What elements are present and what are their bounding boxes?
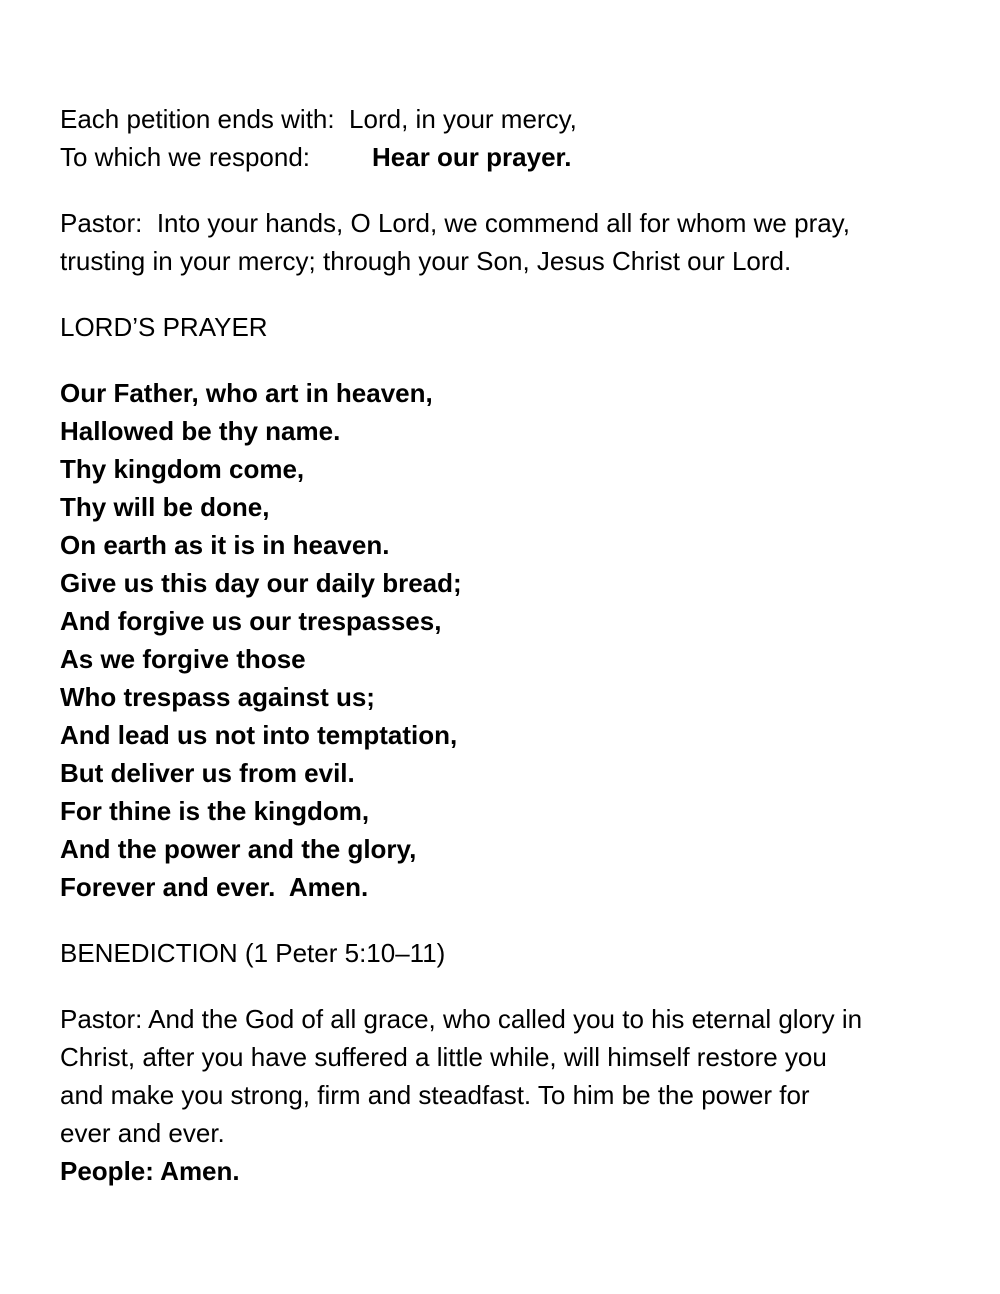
lords-prayer-line: Forever and ever. Amen. (60, 872, 369, 902)
benediction-line: Pastor: And the God of all grace, who called you to his eternal glory in (60, 1004, 863, 1034)
benediction-line: and make you strong, firm and steadfast. To him be the power for (60, 1080, 810, 1110)
lords-prayer-line: As we forgive those (60, 644, 306, 674)
lords-prayer-line: Thy kingdom come, (60, 454, 305, 484)
lords-prayer-line: Give us this day our daily bread; (60, 568, 462, 598)
pastor-prayer-line-1: Pastor: Into your hands, O Lord, we commend all for whom we pray, (60, 208, 850, 238)
lords-prayer-line: And lead us not into temptation, (60, 720, 458, 750)
lords-prayer-text (60, 374, 960, 906)
lords-prayer-line: For thine is the kingdom, (60, 796, 370, 826)
lords-prayer-line: But deliver us from evil. (60, 758, 355, 788)
document-body (60, 100, 960, 1190)
pastor-prayer-line-2: trusting in your mercy; through your Son, Jesus Christ our Lord. (60, 246, 792, 276)
lords-prayer-line: And the power and the glory, (60, 834, 417, 864)
benediction-text (60, 1000, 960, 1190)
petition-instruction: Each petition ends with: Lord, in your mercy, (60, 104, 577, 134)
pastor-closing-prayer (60, 204, 960, 280)
benediction-heading: BENEDICTION (1 Peter 5:10–11) (60, 938, 446, 968)
lords-prayer-line: Hallowed be thy name. (60, 416, 341, 446)
lords-prayer-line: Our Father, who art in heaven, (60, 378, 433, 408)
lords-prayer-heading: LORD’S PRAYER (60, 312, 268, 342)
benediction-line: Christ, after you have suffered a little while, will himself restore you (60, 1042, 827, 1072)
response-text: Hear our prayer. (372, 142, 572, 172)
lords-prayer-line: On earth as it is in heaven. (60, 530, 390, 560)
lords-prayer-line: And forgive us our trespasses, (60, 606, 442, 636)
benediction-line: ever and ever. (60, 1118, 225, 1148)
lords-prayer-line: Who trespass against us; (60, 682, 375, 712)
petition-response-line (60, 138, 960, 176)
lords-prayer-line: Thy will be done, (60, 492, 270, 522)
people-response: People: Amen. (60, 1156, 240, 1186)
response-label: To which we respond: (60, 142, 311, 172)
petition-section (60, 100, 960, 176)
